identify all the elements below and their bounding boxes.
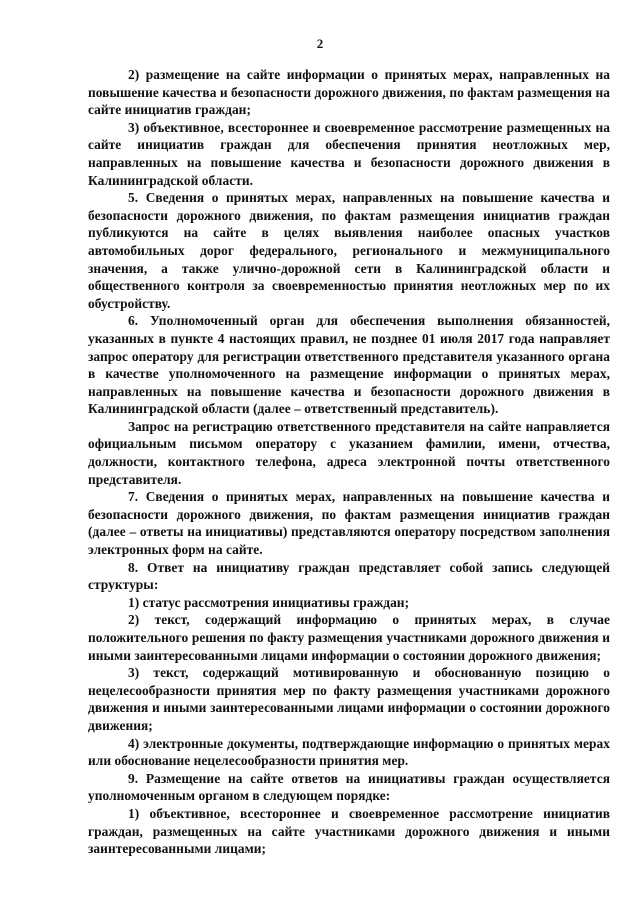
paragraph-registration-request: Запрос на регистрацию ответственного представителя на сайте направляется официальным письмом оператору с указанием фамилии, имени, отчества, должности, контактного телефона, адреса электронной почты ответственного представителя. bbox=[88, 418, 610, 487]
paragraph-section-9: 9. Размещение на сайте ответов на инициативы граждан осуществляется уполномоченным органом в следующем порядке: bbox=[88, 770, 610, 804]
paragraph-item-3-review: 3) объективное, всестороннее и своевременное рассмотрение размещенных на сайте инициатив граждан для обеспечения принятия неотложных мер, направленных на повышение качества и безопасности дорожного движения в Калининградской области. bbox=[88, 119, 610, 188]
paragraph-section-7: 7. Сведения о принятых мерах, направленных на повышение качества и безопасности дорожного движения, по фактам размещения инициатив граждан (далее – ответы на инициативы) представляются оператору посредством заполнения электронных форм на сайте. bbox=[88, 489, 610, 558]
paragraph-item-2-publish-info: 2) размещение на сайте информации о принятых мерах, направленных на повышение качества и безопасности дорожного движения, по фактам размещения на сайте инициатив граждан; bbox=[88, 67, 610, 118]
paragraph-structure-item-4: 4) электронные документы, подтверждающие информацию о принятых мерах или обоснование нецелесообразности принятия мер. bbox=[88, 735, 610, 769]
paragraph-section-5: 5. Сведения о принятых мерах, направленных на повышение качества и безопасности дорожного движения, по фактам размещения инициатив граждан публикуются на сайте в целях выявления наиболее опасных участков автомобильных дорог федерального, регионального и межмуниципального значения, а также улично-дорожной сети в Калининградской области и общественного контроля за своевременностью принятия неотложных мер по их обустройству. bbox=[88, 190, 610, 311]
paragraph-structure-item-3: 3) текст, содержащий мотивированную и обоснованную позицию о нецелесообразности принятия мер по факту размещения участниками дорожного движения и иными заинтересованными лицами информации о состоянии дорожного движения; bbox=[88, 665, 610, 733]
paragraph-section-6: 6. Уполномоченный орган для обеспечения выполнения обязанностей, указанных в пункте 4 настоящих правил, не позднее 01 июля 2017 года направляет запрос оператору для регистрации ответственного представителя указанного органа в качестве уполномоченного на размещение информации о принятых мерах, направленных на повышение качества и безопасности дорожного движения в Калининградской области (далее – ответственный представитель). bbox=[88, 313, 610, 417]
paragraph-procedure-item-1: 1) объективное, всестороннее и своевременное рассмотрение инициатив граждан, размещенных на сайте участниками дорожного движения и иными заинтересованными лицами; bbox=[88, 805, 610, 857]
page-number: 2 bbox=[316, 36, 324, 51]
paragraph-section-8: 8. Ответ на инициативу граждан представляет собой запись следующей структуры: bbox=[88, 559, 610, 593]
paragraph-structure-item-1: 1) статус рассмотрения инициативы граждан; bbox=[128, 594, 410, 610]
paragraph-structure-item-2: 2) текст, содержащий информацию о принятых мерах, в случае положительного решения по факту размещения участниками дорожного движения и иными заинтересованными лицами информации о состоянии дорожного движения; bbox=[88, 612, 610, 663]
document-body bbox=[88, 66, 610, 858]
